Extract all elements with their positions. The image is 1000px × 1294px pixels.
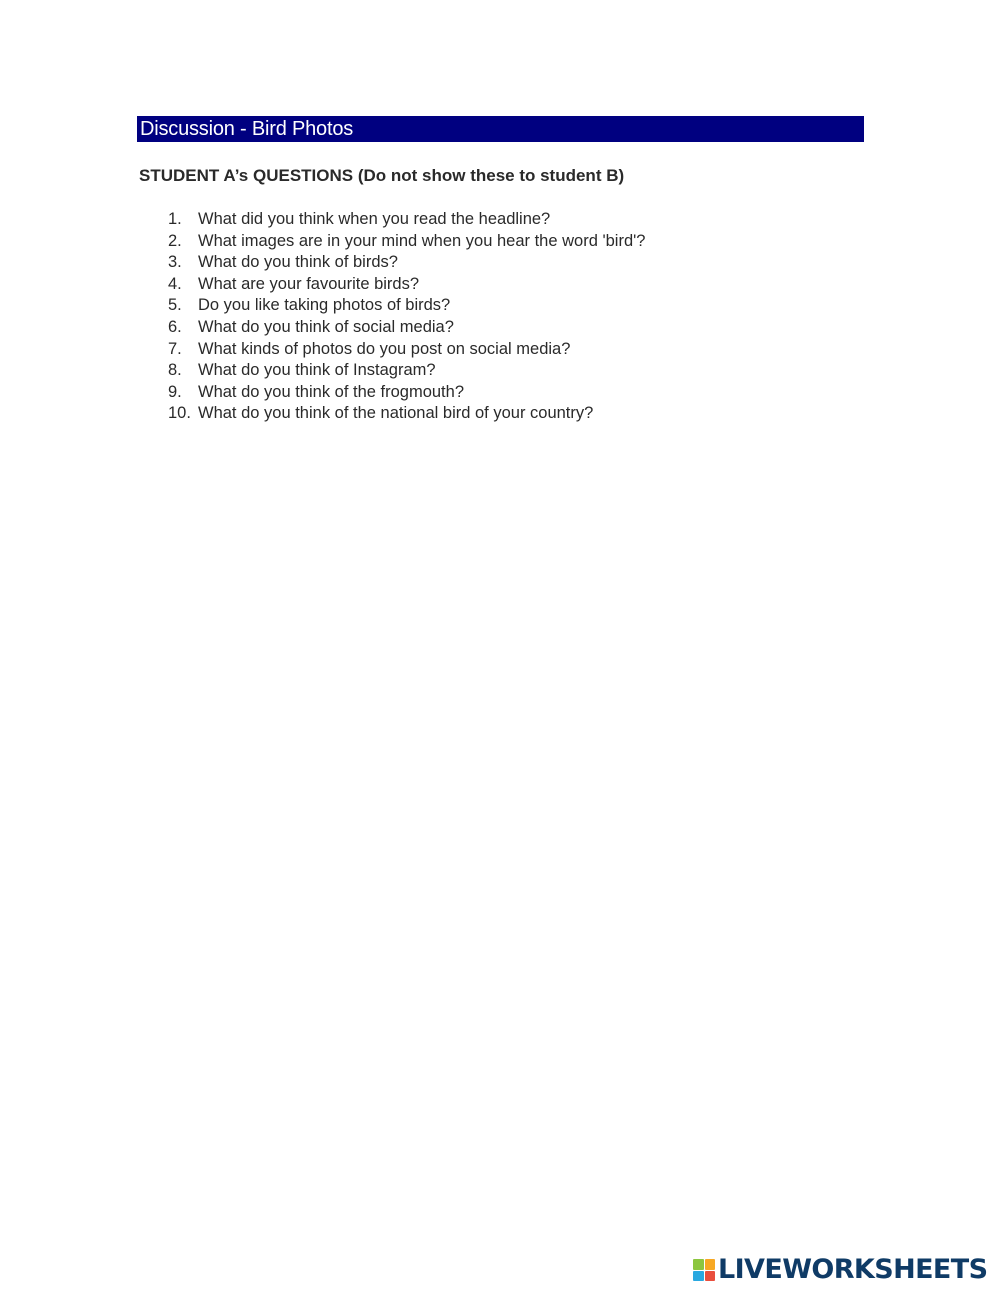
logo-tile-blue (693, 1271, 704, 1282)
list-item (139, 274, 645, 296)
question-number: 10. (168, 404, 191, 423)
question-number: 8. (168, 361, 182, 380)
question-text: What images are in your mind when you hear the word 'bird'? (198, 231, 646, 250)
question-text: What are your favourite birds? (198, 274, 420, 293)
liveworksheets-logo[interactable] (693, 1255, 987, 1285)
question-list (139, 209, 645, 425)
question-number: 5. (168, 296, 182, 315)
question-text: What do you think of the frogmouth? (198, 382, 464, 401)
question-text: What do you think of the national bird of your country? (198, 404, 594, 423)
logo-tile-red (705, 1271, 716, 1282)
question-number: 6. (168, 317, 182, 336)
logo-text: LIVEWORKSHEETS (718, 1254, 988, 1285)
list-item (139, 231, 645, 253)
list-item (139, 403, 645, 425)
question-text: What do you think of Instagram? (198, 361, 436, 380)
question-text: What do you think of birds? (198, 253, 398, 272)
question-text: Do you like taking photos of birds? (198, 296, 451, 315)
question-number: 4. (168, 274, 182, 293)
question-text: What do you think of social media? (198, 317, 454, 336)
list-item (139, 360, 645, 382)
question-text: What kinds of photos do you post on social media? (198, 339, 571, 358)
question-number: 3. (168, 253, 182, 272)
question-number: 9. (168, 382, 182, 401)
list-item (139, 317, 645, 339)
list-item (139, 339, 645, 361)
list-item (139, 382, 645, 404)
question-number: 7. (168, 339, 182, 358)
question-number: 1. (168, 210, 182, 228)
list-item (139, 209, 645, 231)
liveworksheets-logo-icon (693, 1259, 715, 1281)
list-item (139, 295, 645, 317)
subheading: STUDENT A’s QUESTIONS (Do not show these to student B) (139, 166, 625, 185)
list-item (139, 252, 645, 274)
page-title: Discussion - Bird Photos (140, 118, 354, 140)
question-text: What did you think when you read the headline? (198, 210, 551, 228)
logo-tile-green (693, 1259, 704, 1270)
question-number: 2. (168, 231, 182, 250)
title-bar (137, 116, 864, 142)
logo-tile-orange (705, 1259, 716, 1270)
